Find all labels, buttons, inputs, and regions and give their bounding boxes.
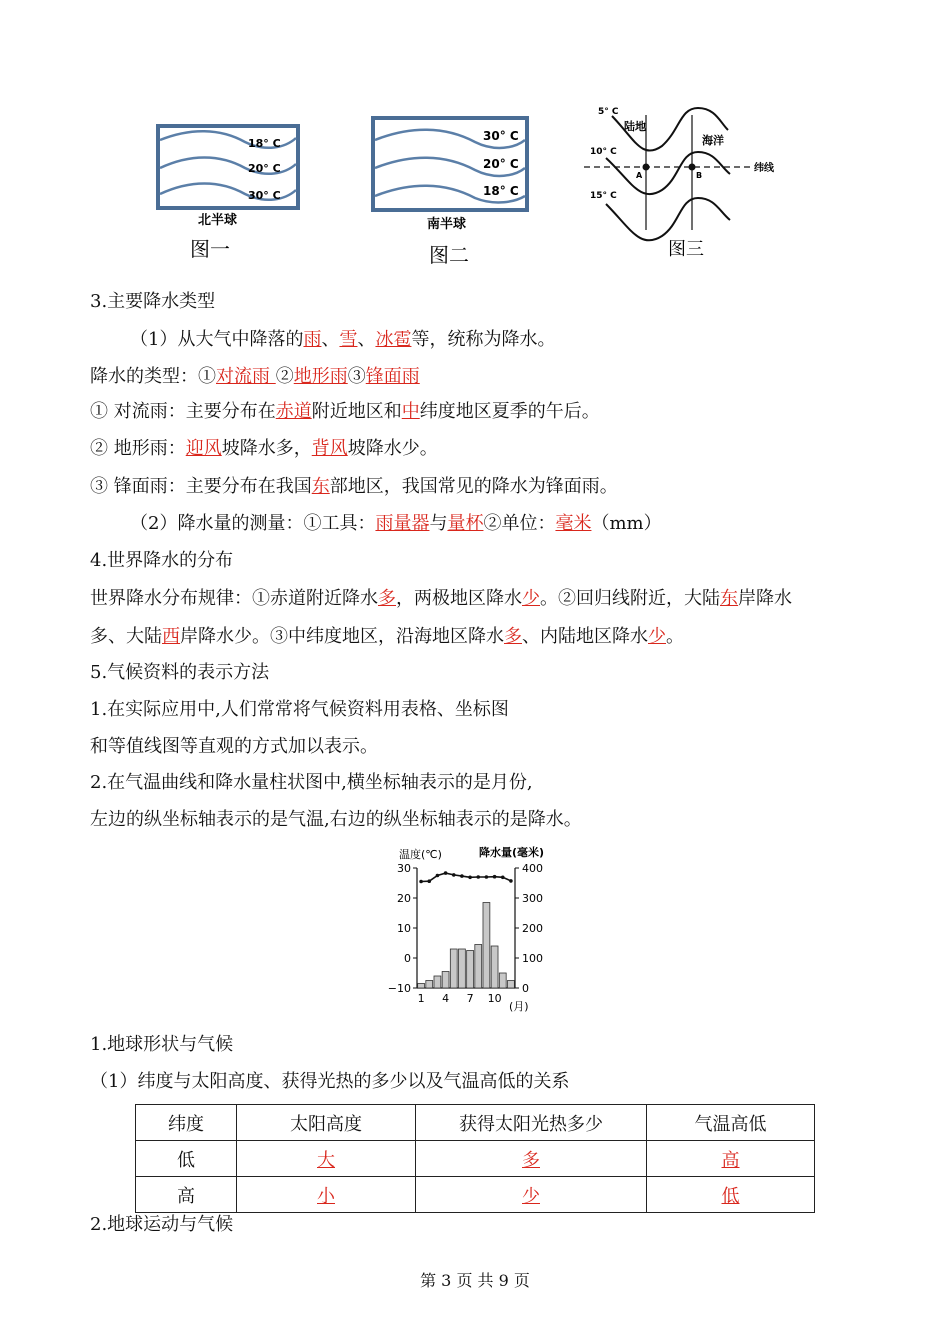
text: 部地区，我国常见的降水为锋面雨。 — [329, 476, 618, 497]
table-cell — [416, 1177, 647, 1213]
chart-y2-label: 降水量(毫米) — [479, 846, 545, 859]
fig2-caption: 图二 — [429, 243, 469, 267]
fig3-iso-10: 10° C — [590, 147, 617, 157]
chart-bar — [418, 984, 425, 989]
chart-bar — [434, 976, 441, 988]
text: （2）降水量的测量：①工具： — [130, 513, 376, 534]
chart-y-label: 温度(℃) — [399, 848, 442, 861]
chart-y-tick-label: 20 — [397, 892, 411, 905]
chart-bar — [458, 949, 465, 988]
chart-temperature-point — [493, 875, 497, 879]
table-header: 纬度 — [136, 1105, 237, 1141]
earth-motion-title: 2.地球运动与气候 — [90, 1214, 234, 1235]
answer-cell: 大 — [317, 1149, 335, 1171]
text: 。 — [666, 626, 684, 647]
text: 、 — [357, 329, 376, 350]
table-header: 气温高低 — [647, 1105, 815, 1141]
figure-1-northern-isotherms — [150, 118, 310, 268]
fig3-land: 陆地 — [624, 120, 646, 133]
text: 多、大陆 — [90, 626, 162, 647]
climate-data-line-1: 1.在实际应用中,人们常常将气候资料用表格、坐标图 — [90, 699, 509, 720]
text: 岸降水 — [738, 588, 792, 609]
latitude-table — [135, 1104, 815, 1213]
answer-rain: 雨 — [303, 329, 322, 350]
fig1-caption: 图一 — [190, 237, 230, 261]
chart-bar — [442, 972, 449, 989]
climate-chart — [385, 842, 575, 1017]
text: ③ 锋面雨：主要分布在我国 — [90, 476, 312, 497]
fig2-temp-1: 30° C — [483, 129, 519, 143]
answer-coastal-more: 多 — [504, 626, 522, 647]
answer-windward: 迎风 — [185, 438, 222, 459]
text: 、 — [321, 329, 340, 350]
answer-convectional: 对流雨 — [216, 366, 276, 387]
chart-temperature-point — [444, 871, 448, 875]
chart-bar — [475, 945, 482, 989]
answer-cell: 多 — [522, 1149, 540, 1171]
answer-equator: 赤道 — [275, 401, 312, 422]
chart-y-tick-label: 30 — [397, 862, 411, 875]
fig1-temp-2: 20° C — [248, 162, 281, 175]
text: 世界降水分布规律：①赤道附近降水 — [90, 588, 378, 609]
fig3-point-a: A — [636, 171, 643, 180]
text: 降水的类型：① — [90, 366, 216, 387]
text: ② — [275, 366, 294, 387]
figure-3-land-ocean-isotherms — [580, 100, 780, 265]
chart-y2-tick-label: 300 — [522, 892, 543, 905]
chart-y2-tick-label: 400 — [522, 862, 543, 875]
answer-cell: 高 — [721, 1149, 740, 1171]
table-cell: 高 — [136, 1177, 237, 1213]
fig3-point-b: B — [696, 171, 703, 180]
chart-bar — [426, 981, 433, 989]
fig2-temp-3: 18° C — [483, 184, 519, 198]
table-cell — [416, 1141, 647, 1177]
fig1-temp-1: 18° C — [248, 137, 281, 150]
fig3-latitude: 纬线 — [754, 163, 774, 174]
text: ② 地形雨： — [90, 438, 186, 459]
text: 岸降水少。③中纬度地区，沿海地区降水 — [180, 626, 504, 647]
chart-temperature-line — [421, 873, 511, 881]
answer-east-coast: 东 — [720, 588, 738, 609]
fig1-hemisphere: 北半球 — [198, 213, 238, 228]
chart-bar — [507, 981, 514, 989]
answer-middle: 中 — [401, 401, 420, 422]
chart-y2-tick-label: 0 — [522, 982, 529, 995]
answer-leeward: 背风 — [311, 438, 348, 459]
chart-x-tick-label: 10 — [487, 992, 502, 1005]
fig3-iso-15: 15° C — [590, 191, 617, 201]
chart-bar — [467, 951, 474, 989]
fig2-hemisphere: 南半球 — [427, 217, 467, 232]
answer-hail: 冰雹 — [375, 329, 412, 350]
text: ②单位： — [483, 513, 556, 534]
fig3-caption: 图三 — [668, 239, 704, 260]
text: 坡降水多， — [221, 438, 312, 459]
chart-y2-tick-label: 100 — [522, 952, 543, 965]
chart-temperature-point — [501, 876, 505, 880]
answer-rain-gauge: 雨量器 — [375, 513, 430, 534]
latitude-relation-subtitle: （1）纬度与太阳高度、获得光热的多少以及气温高低的关系 — [90, 1071, 570, 1092]
fig1-temp-3: 30° C — [248, 189, 281, 202]
text: 等，统称为降水。 — [411, 329, 556, 350]
answer-orographic: 地形雨 — [293, 366, 348, 387]
figure-2-southern-isotherms — [365, 110, 535, 270]
world-precip-rule-2 — [90, 625, 684, 649]
answer-measuring-cup: 量杯 — [447, 513, 484, 534]
text: 坡降水少。 — [347, 438, 438, 459]
chart-x-tick-label: 1 — [417, 992, 425, 1005]
chart-x-label: (月) — [509, 1000, 529, 1013]
chart-x-tick-label: 7 — [466, 992, 474, 1005]
text: 、内陆地区降水 — [522, 626, 648, 647]
orographic-rain-line — [90, 437, 438, 461]
precip-measurement — [130, 512, 662, 536]
chart-y-tick-label: −10 — [387, 982, 411, 995]
text: ③ — [347, 366, 366, 387]
answer-west-coast: 西 — [162, 626, 180, 647]
fig3-ocean: 海洋 — [702, 134, 724, 147]
answer-east: 东 — [311, 476, 330, 497]
page-footer: 第 3 页 共 9 页 — [420, 1271, 530, 1290]
chart-x-tick-label: 4 — [442, 992, 450, 1005]
world-precip-rule-1 — [90, 587, 792, 611]
table-cell: 低 — [136, 1141, 237, 1177]
table-row — [136, 1177, 815, 1213]
chart-bar — [483, 903, 490, 989]
text: 与 — [429, 513, 448, 534]
chart-temperature-point — [436, 874, 440, 878]
chart-y-tick-label: 10 — [397, 922, 411, 935]
chart-temperature-point — [468, 876, 472, 880]
answer-more: 多 — [378, 588, 396, 609]
table-header-row — [136, 1105, 815, 1141]
precip-types — [90, 365, 420, 389]
climate-data-line-3: 2.在气温曲线和降水量柱状图中,横坐标轴表示的是月份, — [90, 772, 533, 793]
section-3-title: 3.主要降水类型 — [90, 291, 216, 312]
answer-cell: 低 — [721, 1185, 740, 1207]
text: （mm） — [591, 513, 662, 534]
chart-temperature-point — [485, 875, 489, 879]
table-row — [136, 1141, 815, 1177]
chart-bar — [450, 949, 457, 988]
chart-bar — [499, 973, 506, 988]
table-cell — [237, 1141, 416, 1177]
text: ，两极地区降水 — [396, 588, 522, 609]
text: （1）从大气中降落的 — [130, 329, 304, 350]
convectional-rain-line — [90, 400, 600, 424]
frontal-rain-line — [90, 475, 618, 499]
precip-definition — [130, 328, 555, 352]
chart-temperature-point — [509, 879, 513, 883]
chart-y2-tick-label: 200 — [522, 922, 543, 935]
chart-temperature-point — [427, 879, 431, 883]
answer-snow: 雪 — [339, 329, 358, 350]
section-4-title: 4.世界降水的分布 — [90, 550, 234, 571]
chart-temperature-point — [419, 880, 423, 884]
table-cell — [647, 1141, 815, 1177]
answer-inland-less: 少 — [648, 626, 666, 647]
text: ① 对流雨：主要分布在 — [90, 401, 276, 422]
answer-cell: 少 — [522, 1185, 540, 1207]
text: 。②回归线附近，大陆 — [540, 588, 720, 609]
table-cell — [237, 1177, 416, 1213]
answer-millimeter: 毫米 — [555, 513, 592, 534]
climate-data-line-2: 和等值线图等直观的方式加以表示。 — [90, 736, 378, 757]
chart-y-tick-label: 0 — [404, 952, 411, 965]
chart-temperature-point — [476, 875, 480, 879]
answer-less: 少 — [522, 588, 540, 609]
text: 纬度地区夏季的午后。 — [419, 401, 600, 422]
section-5-title: 5.气候资料的表示方法 — [90, 662, 270, 683]
fig2-temp-2: 20° C — [483, 157, 519, 171]
table-cell — [647, 1177, 815, 1213]
chart-temperature-point — [452, 873, 456, 877]
earth-shape-title: 1.地球形状与气候 — [90, 1034, 234, 1055]
table-header: 获得太阳光热多少 — [416, 1105, 647, 1141]
climate-data-line-4: 左边的纵坐标轴表示的是气温,右边的纵坐标轴表示的是降水。 — [90, 809, 582, 830]
table-header: 太阳高度 — [237, 1105, 416, 1141]
fig3-iso-5: 5° C — [598, 107, 619, 117]
chart-bar — [491, 946, 498, 988]
chart-temperature-point — [460, 874, 464, 878]
text: 附近地区和 — [311, 401, 402, 422]
answer-cell: 小 — [317, 1185, 335, 1207]
answer-frontal: 锋面雨 — [365, 366, 420, 387]
